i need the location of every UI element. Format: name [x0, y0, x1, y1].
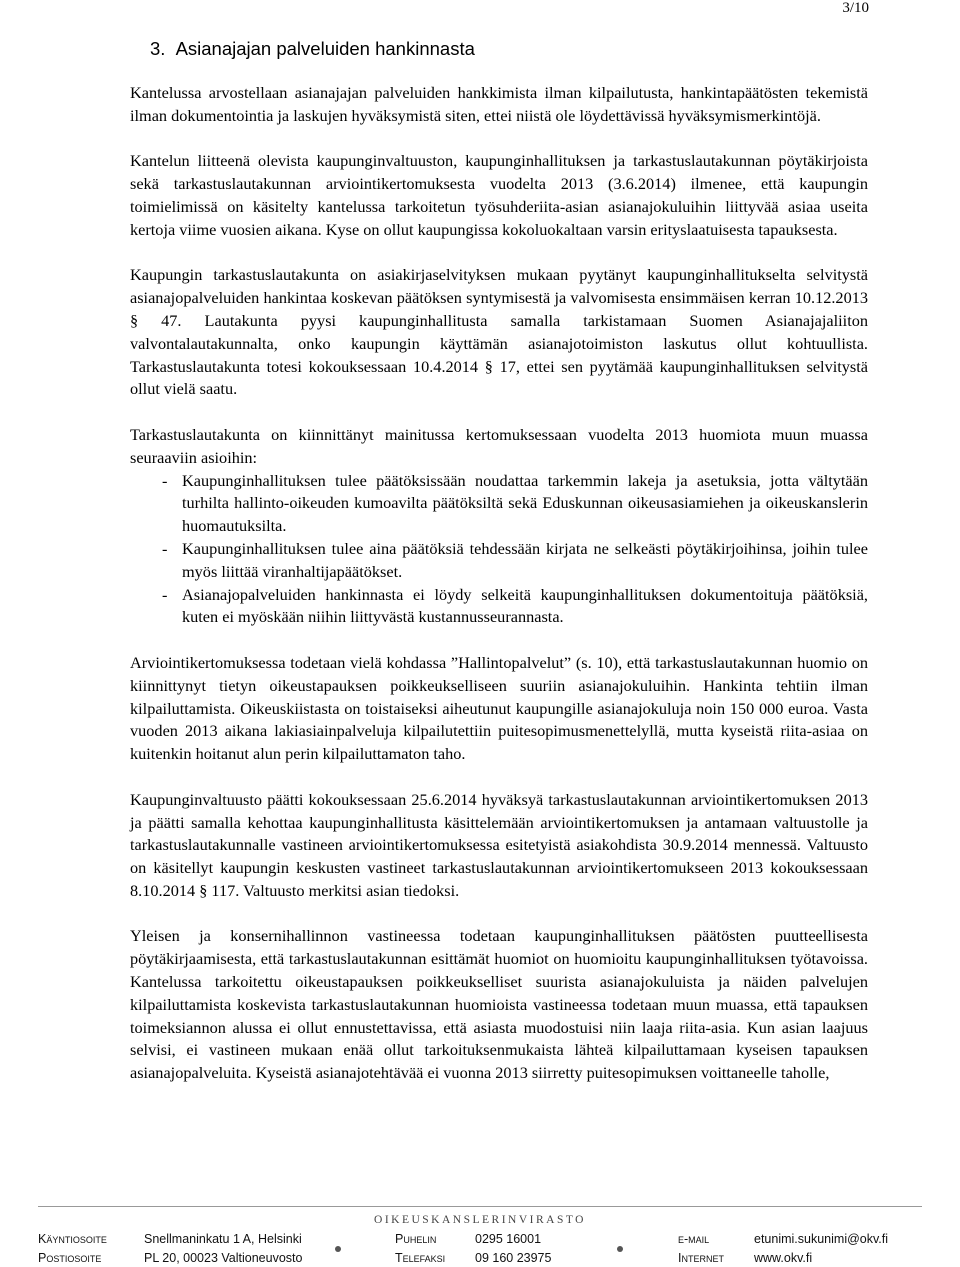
visit-address-label: Käyntiosoite	[38, 1232, 107, 1246]
email-link[interactable]: etunimi.sukunimi@okv.fi	[754, 1232, 889, 1246]
visit-address-value: Snellmaninkatu 1 A, Helsinki	[144, 1232, 302, 1246]
phone-label: Puhelin	[395, 1232, 437, 1246]
list-item: - Kaupunginhallituksen tulee aina päätöksiä tehdessään kirjata ne selkeästi pöytäkirjoihinsa, joihin tulee myös liittää viranhaltijapäätökset.	[162, 538, 868, 581]
fax-value: 09 160 23975	[475, 1251, 552, 1265]
paragraph: Kaupungin tarkastuslautakunta on asiakirjaselvityksen mukaan pyytänyt kaupunginhallitukselta selvitystä asianajopalveluiden hankintaa koskevan päätöksen syntymisestä ja valvomisesta ensimmäisen kerran 10.12.2013 § 47. Lautakunta pyysi kaupunginhallitusta samalla tarkistamaan Suomen Asianajajaliiton valvontalautakunnalta, onko kaupungin käyttämän asianajotoimiston laskutus ollut kohtuullista. Tarkastuslautakunta totesi kokouksessaan 10.4.2014 § 17, ettei sen pyytämää kaupunginhallituksen selvitystä ollut vielä saatu.	[130, 265, 868, 399]
list-item: - Kaupunginhallituksen tulee päätöksissään noudattaa tarkemmin lakeja ja asetuksia, jotta vältytään turhilta hallinto-oikeuden kumoavilta päätöksiltä sekä Eduskunnan oikeusasiamiehen ja oikeuskanslerin huomautuksilta.	[162, 470, 868, 536]
section-title: Asianajajan palveluiden hankinnasta	[175, 38, 475, 59]
section-heading	[150, 38, 475, 60]
separator-dot-icon	[617, 1246, 623, 1252]
internet-label: Internet	[678, 1251, 724, 1265]
list-item-text: Kaupunginhallituksen tulee aina päätöksiä tehdessään kirjata ne selkeästi pöytäkirjoihinsa, joihin tulee myös liittää viranhaltijapäätökset.	[182, 538, 868, 581]
paragraph: Yleisen ja konsernihallinnon vastineessa todetaan kaupunginhallituksen päätösten puutteellisesta pöytäkirjaamisesta, että tarkastuslautakunnan esittämät huomiot on huomioitu kaupunginhallituksen työtavoissa. Kantelussa tarkoitettu oikeustapauksen poikkeukselliset suurista asianajokuluista ja näiden palvelujen kilpailuttamista koskevista tarkastuslautakunnan huomioista vastineessa todetaan muun muassa, että tapauksen toimeksiannon alussa ei ollut ennustettavissa, että asiasta muodostuisi niin laaja riita-asia. Kun asian laajuus selvisi, ei vastineen mukaan enää ollut tarkoituksenmukaista lähteä kilpailuttamaan kyseisen tapauksen asianajopalveluita. Kyseistä asianajotehtävää ei vuonna 2013 siirretty puitesopimuksen voittaneelle taholle,	[130, 926, 868, 1083]
separator-dot-icon	[335, 1246, 341, 1252]
paragraph: Kantelun liitteenä olevista kaupunginvaltuuston, kaupunginhallituksen ja tarkastuslautakunnan pöytäkirjoista sekä tarkastuslautakunnan arviointikertomuksesta vuodelta 2013 (3.6.2014) ilmenee, että kaupungin toimielimissä on käsitelty kantelussa tarkoitetun työsuhderiita-asian asianajokuluihin liittyvää asiaa useita kertoja viime vuosien aikana. Kyse on ollut kaupungissa kokoluokaltaan varsin erityslaatuisesta tapauksesta.	[130, 151, 868, 239]
postal-address-label: Postiosoite	[38, 1251, 102, 1265]
document-body	[130, 82, 868, 1108]
list-item-text: Asianajopalveluiden hankinnasta ei löydy selkeitä kaupunginhallituksen dokumentoituja päätöksiä, kuten ei myöskään niihin liittyvästä kustannusseurannasta.	[182, 584, 868, 627]
paragraph: Kantelussa arvostellaan asianajajan palveluiden hankkimista ilman kilpailutusta, hankintapäätösten tekemistä ilman dokumentointia ja laskujen hyväksymistä siten, ettei niistä ole löydettävissä hyväksymismerkintöjä.	[130, 83, 868, 125]
website-link[interactable]: www.okv.fi	[754, 1251, 813, 1265]
paragraph: Tarkastuslautakunta on kiinnittänyt mainitussa kertomuksessaan vuodelta 2013 huomiota muun muassa seuraaviin asioihin:	[130, 424, 868, 467]
page-number: 3/10	[842, 0, 869, 16]
phone-value: 0295 16001	[475, 1232, 542, 1246]
paragraph: Arviointikertomuksessa todetaan vielä kohdassa ”Hallintopalvelut” (s. 10), että tarkastuslautakunnan huomio on kiinnittynyt tietyn oikeustapauksen poikkeukselliseen suuriin asianajokuluihin. Hankinta tehtiin ilman kilpailuttamista. Oikeuskiistasta on toistaiseksi aiheutunut kaupungille asianajokuluja noin 150 000 euroa. Vasta vuoden 2013 aikana lakiasiainpalveluja kilpailutettiin puitesopimusmenettelyllä, mutta kyseistä riita-asiaa on kuitenkin hoitanut alun perin kilpailuttamaton taho.	[130, 652, 868, 764]
list-item: - Asianajopalveluiden hankinnasta ei löydy selkeitä kaupunginhallituksen dokumentoituja päätöksiä, kuten ei myöskään niihin liittyvästä kustannusseurannasta.	[162, 584, 868, 627]
list-item-text: Kaupunginhallituksen tulee päätöksissään noudattaa tarkemmin lakeja ja asetuksia, jotta vältytään turhilta hallinto-oikeuden kumoavilta päätöksiltä sekä Eduskunnan oikeusasiamiehen ja oikeuskanslerin huomautuksilta.	[182, 470, 868, 536]
section-number: 3.	[150, 38, 166, 59]
paragraph: Kaupunginvaltuusto päätti kokouksessaan 25.6.2014 hyväksyä tarkastuslautakunnan arviointikertomuksen 2013 ja päätti samalla kehottaa kaupunginhallitusta käsittelemään arviointikertomuksen ja antamaan valtuustolle ja tarkastuslautakunnalle vastineen arviointikertomuksessa esitetyistä asiakohdista 30.9.2014 mennessä. Valtuusto on käsitellyt kaupungin keskusten vastineet tarkastuslautakunnan arviointikertomukseen 2013 kokouksessaan 8.10.2014 § 117. Valtuusto merkitsi asian tiedoksi.	[130, 789, 868, 900]
email-label: e-mail	[678, 1232, 710, 1246]
footer-logo	[0, 1210, 960, 1228]
findings-list	[130, 470, 868, 630]
fax-label: Telefaksi	[395, 1251, 446, 1265]
postal-address-value: PL 20, 00023 Valtioneuvosto	[144, 1251, 303, 1265]
agency-logo-text: OIKEUSKANSLERINVIRASTO	[366, 1214, 594, 1226]
footer-divider	[38, 1206, 922, 1207]
